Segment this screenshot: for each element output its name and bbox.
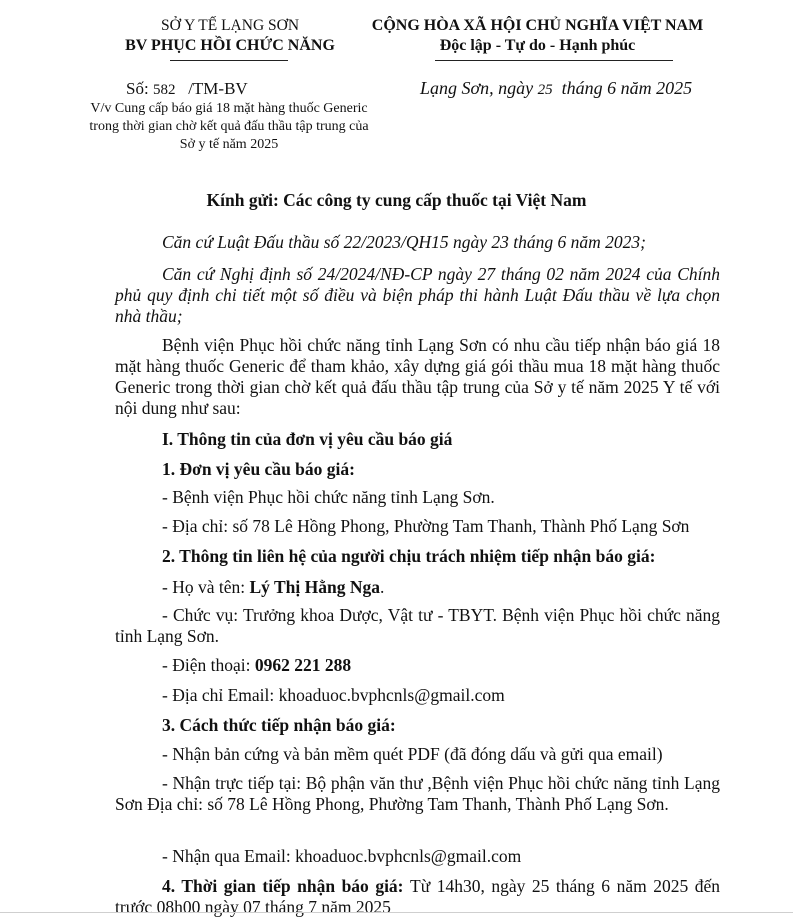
subsection-2-title: 2. Thông tin liên hệ của người chịu trách nhiệm tiếp nhận báo giá:: [162, 546, 656, 566]
phone-value: 0962 221 288: [254, 655, 352, 675]
receive-hard-copy: - Nhận bản cứng và bản mềm quét PDF (đã đóng dấu và gửi qua email): [162, 744, 663, 764]
subsection-1-title: 1. Đơn vị yêu cầu báo giá:: [162, 459, 355, 479]
subsection-3-title: 3. Cách thức tiếp nhận báo giá:: [162, 715, 396, 735]
nation-title: CỘNG HÒA XÃ HỘI CHỦ NGHĨA VIỆT NAM: [371, 17, 704, 34]
phone-label: - Điện thoại:: [162, 655, 255, 675]
hospital-name: BV PHỤC HỒI CHỨC NĂNG: [125, 37, 335, 54]
document-subject: V/v Cung cấp báo giá 18 mặt hàng thuốc Generic trong thời gian chờ kết quả đấu thầu tập trung của Sở y tế năm 2025: [89, 101, 369, 152]
basis-law: Căn cứ Luật Đấu thầu số 22/2023/QH15 ngày 23 tháng 6 năm 2023;: [162, 232, 646, 252]
date-prefix: Lạng Sơn, ngày: [420, 78, 534, 98]
basis-decree: Căn cứ Nghị định số 24/2024/NĐ-CP ngày 27 tháng 02 năm 2024 của Chính phủ quy định chi tiết một số điều và biện pháp thi hành Luật Đấu thầu về lựa chọn nhà thầu;: [115, 264, 720, 326]
subsection-4-title: 4. Thời gian tiếp nhận báo giá:: [162, 876, 411, 896]
date-day: 25: [537, 82, 553, 98]
intro-paragraph: Bệnh viện Phục hồi chức năng tỉnh Lạng Sơn có nhu cầu tiếp nhận báo giá 18 mặt hàng thuốc Generic để tham khảo, xây dựng giá gói thầu mua 18 mặt hàng thuốc Generic trong thời gian chờ kết quả đấu thầu tập trung của Sở y tế năm 2025 Y tế với nội dung như sau:: [115, 335, 720, 418]
receive-direct: - Nhận trực tiếp tại: Bộ phận văn thư ,Bệnh viện Phục hồi chức năng tỉnh Lạng Sơn Địa chỉ: số 78 Lê Hồng Phong, Phường Tam Thanh, Thành Phố Lạng Sơn.: [115, 773, 720, 814]
contact-name: - Họ và tên: Lý Thị Hằng Nga.: [162, 577, 385, 597]
name-label: - Họ và tên:: [162, 577, 250, 597]
receive-email: - Nhận qua Email: khoaduoc.bvphcnls@gmail.com: [162, 846, 522, 866]
requesting-unit: - Bệnh viện Phục hồi chức năng tỉnh Lạng Sơn.: [162, 487, 495, 507]
name-value: Lý Thị Hằng Nga: [249, 577, 380, 597]
unit-address: - Địa chỉ: số 78 Lê Hồng Phong, Phường Tam Thanh, Thành Phố Lạng Sơn: [162, 516, 690, 536]
motto: Độc lập - Tự do - Hạnh phúc: [439, 37, 636, 54]
page-edge-line: [0, 912, 793, 913]
doc-no-prefix: Số:: [126, 79, 149, 98]
doc-no-suffix: /TM-BV: [188, 79, 248, 98]
document-number: [126, 79, 248, 99]
subsection-4-text: Từ 14h30, ngày 25 tháng 6 năm 2025 đến trước 08h00 ngày 07 tháng 7 năm 2025: [115, 876, 720, 917]
motto-underline: [435, 60, 673, 61]
document-date: [420, 78, 692, 99]
section-1-title: I. Thông tin của đơn vị yêu cầu báo giá: [162, 429, 453, 449]
hospital-underline: [170, 60, 288, 61]
department-name: SỞ Y TẾ LẠNG SƠN: [160, 17, 300, 34]
recipient-line: Kính gửi: Các công ty cung cấp thuốc tại Việt Nam: [206, 190, 587, 210]
contact-position: - Chức vụ: Trưởng khoa Dược, Vật tư - TBYT. Bệnh viện Phục hồi chức năng tỉnh Lạng Sơn.: [115, 605, 720, 646]
doc-no-value: 582: [152, 82, 176, 98]
contact-email: - Địa chỉ Email: khoaduoc.bvphcnls@gmail.com: [162, 685, 505, 705]
contact-phone: [162, 655, 351, 676]
date-suffix: tháng 6 năm 2025: [561, 78, 693, 98]
